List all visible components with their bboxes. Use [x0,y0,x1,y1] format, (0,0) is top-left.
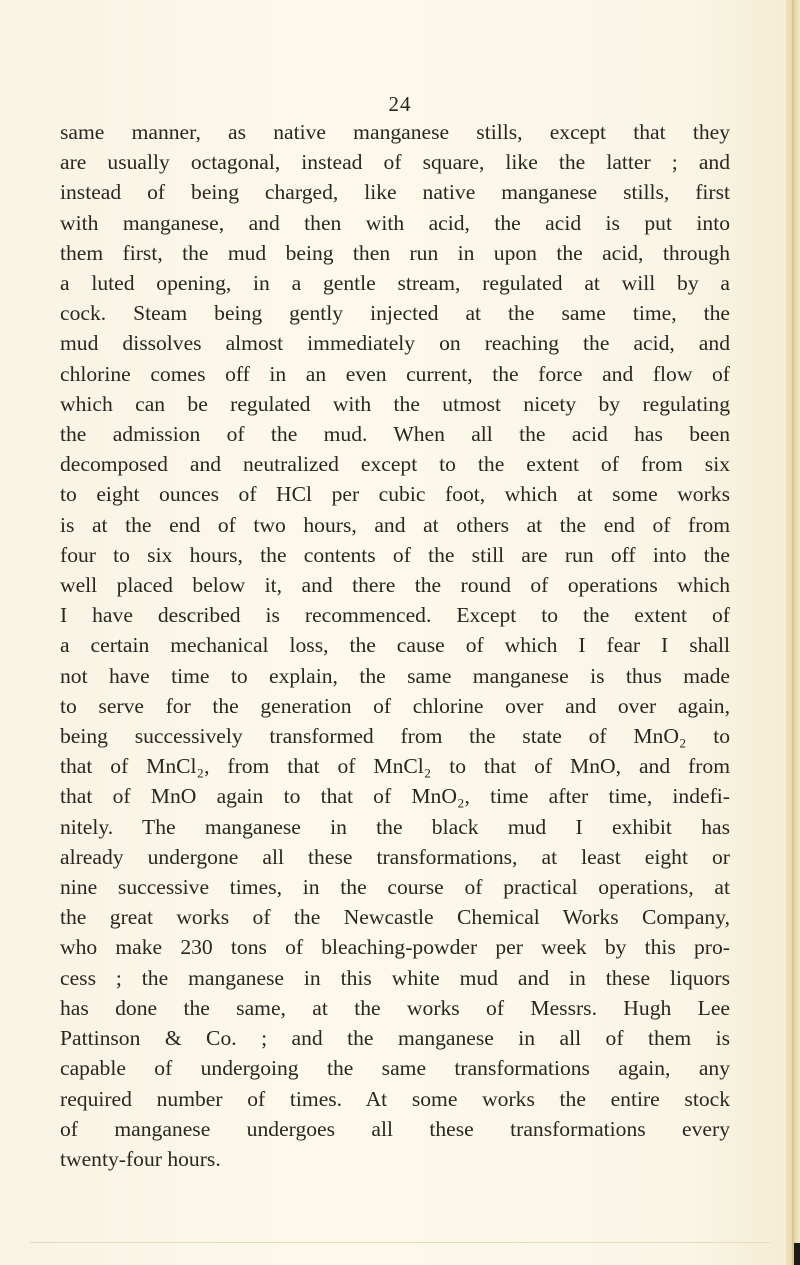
edge-mark [794,1243,800,1265]
text-line: who make 230 tons of bleaching-powder per week by this pro- [60,935,730,960]
text-line: cess ; the manganese in this white mud and in these liquors [60,965,730,990]
text-line: capable of undergoing the same transformations again, any [60,1056,730,1081]
text-line: the admission of the mud. When all the acid has been [60,422,730,447]
text-line: mud dissolves almost immediately on reaching the acid, and [60,331,730,356]
text-line: that of MnO again to that of MnO₂, time after time, indefi- [60,784,730,809]
page-edge-line [792,0,794,1265]
text-line: to serve for the generation of chlorine over and over again, [60,693,730,718]
text-line: four to six hours, the contents of the still are run off into the [60,542,730,567]
text-line: a certain mechanical loss, the cause of which I fear I shall [60,633,730,658]
text-line: which can be regulated with the utmost nicety by regulating [60,391,730,416]
text-line: nine successive times, in the course of practical operations, at [60,875,730,900]
text-line: them first, the mud being then run in upon the acid, through [60,240,730,265]
text-line: required number of times. At some works the entire stock [60,1086,730,1111]
text-line: chlorine comes off in an even current, the force and flow of [60,361,730,386]
bottom-rule [30,1242,770,1243]
text-line: with manganese, and then with acid, the acid is put into [60,210,730,235]
text-line: Pattinson & Co. ; and the manganese in all of them is [60,1026,730,1051]
text-line: well placed below it, and there the round of operations which [60,573,730,598]
text-line: the great works of the Newcastle Chemical Works Company, [60,905,730,930]
text-line: being successively transformed from the state of MnO₂ to [60,724,730,749]
text-line: nitely. The manganese in the black mud I exhibit has [60,814,730,839]
text-line: are usually octagonal, instead of square, like the latter ; and [60,150,730,175]
text-line: that of MnCl₂, from that of MnCl₂ to that of MnO, and from [60,754,730,779]
text-line: of manganese undergoes all these transformations every [60,1116,730,1141]
text-line: already undergone all these transformations, at least eight or [60,844,730,869]
text-line: not have time to explain, the same manganese is thus made [60,663,730,688]
text-line: has done the same, at the works of Messrs. Hugh Lee [60,995,730,1020]
text-line: a luted opening, in a gentle stream, regulated at will by a [60,271,730,296]
text-line: twenty-four hours. [60,1146,221,1171]
text-line: to eight ounces of HCl per cubic foot, which at some works [60,482,730,507]
text-line: decomposed and neutralized except to the extent of from six [60,452,730,477]
text-line: I have described is recommenced. Except to the extent of [60,603,730,628]
text-line: instead of being charged, like native manganese stills, first [60,180,730,205]
body-text [60,117,730,1174]
text-line: is at the end of two hours, and at others at the end of from [60,512,730,537]
text-line: cock. Steam being gently injected at the same time, the [60,301,730,326]
text-line: same manner, as native manganese stills, except that they [60,120,730,144]
page-number: 24 [388,92,412,116]
